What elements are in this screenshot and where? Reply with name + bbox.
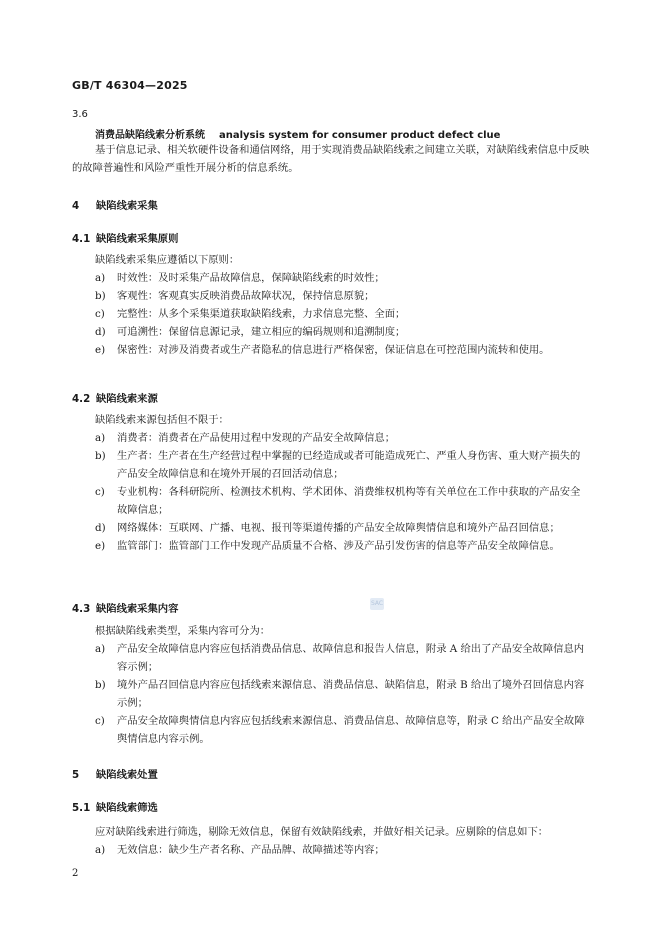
list-marker: a): [95, 844, 106, 856]
list-marker: b): [95, 450, 106, 462]
section-5-1-heading: [72, 799, 158, 814]
section-number: 4: [72, 200, 80, 212]
section-4-1-heading: [72, 230, 178, 245]
list-marker: a): [95, 272, 106, 284]
section-4-1-list: [95, 269, 590, 359]
list-item: [95, 323, 590, 341]
standard-number: GB/T 46304—2025: [72, 79, 188, 92]
list-item: [95, 676, 590, 712]
section-title: 缺陷线索采集内容: [96, 603, 179, 615]
section-number: 5: [72, 769, 80, 781]
section-5-heading: [72, 766, 158, 781]
list-item-text: 专业机构：各科研院所、检测技术机构、学术团体、消费维权机构等有关单位在工作中获取的产品安全故障信息；: [117, 486, 581, 516]
list-marker: e): [95, 540, 106, 552]
section-number: 5.1: [72, 802, 91, 814]
list-marker: a): [95, 643, 106, 655]
list-item: [95, 429, 590, 447]
section-4-2-intro: 缺陷线索来源包括但不限于：: [95, 414, 229, 426]
list-item-text: 消费者：消费者在产品使用过程中发现的产品安全故障信息；: [117, 432, 396, 444]
section-title: 缺陷线索筛选: [96, 802, 158, 814]
section-4-3-heading: [72, 600, 178, 615]
list-marker: e): [95, 344, 106, 356]
section-title: 缺陷线索采集: [96, 200, 158, 212]
section-4-heading: [72, 197, 158, 212]
section-number: 4.2: [72, 393, 91, 405]
list-marker: b): [95, 290, 106, 302]
list-item-text: 可追溯性：保留信息源记录，建立相应的编码规则和追溯制度；: [117, 326, 406, 338]
list-item-text: 网络媒体：互联网、广播、电视、报刊等渠道传播的产品安全故障舆情信息和境外产品召回信息；: [117, 522, 560, 534]
list-item: [95, 269, 590, 287]
list-marker: c): [95, 308, 105, 320]
section-number: 4.1: [72, 233, 91, 245]
section-number: 4.3: [72, 603, 91, 615]
list-item: [95, 640, 590, 676]
term-title-en: analysis system for consumer product defect clue: [219, 130, 501, 141]
list-item: [95, 305, 590, 323]
section-title: 缺陷线索处置: [96, 769, 158, 781]
section-5-1-intro: 应对缺陷线索进行筛选，剔除无效信息，保留有效缺陷线索，并做好相关记录。应剔除的信息如下：: [95, 826, 549, 838]
list-item: [95, 712, 590, 748]
list-item-text: 境外产品召回信息内容应包括线索来源信息、消费品信息、缺陷信息，附录 B 给出了境外召回信息内容示例；: [117, 679, 585, 709]
section-4-3-intro: 根据缺陷线索类型，采集内容可分为：: [95, 625, 271, 637]
list-item: [95, 483, 590, 519]
term-title: [95, 126, 500, 141]
list-item: [95, 447, 590, 483]
list-item: [95, 519, 590, 537]
page-number: 2: [72, 868, 79, 879]
list-item-text: 监管部门：监管部门工作中发现产品质量不合格、涉及产品引发伤害的信息等产品安全故障信息。: [117, 540, 560, 552]
list-item: [95, 537, 590, 555]
list-marker: c): [95, 715, 105, 727]
list-item-text: 生产者：生产者在生产经营过程中掌握的已经造成或者可能造成死亡、严重人身伤害、重大财产损失的产品安全故障信息和在境外开展的召回活动信息；: [117, 450, 581, 480]
section-5-1-list: [95, 841, 590, 859]
list-item-text: 时效性：及时采集产品故障信息，保障缺陷线索的时效性；: [117, 272, 385, 284]
list-item: [95, 287, 590, 305]
list-marker: a): [95, 432, 106, 444]
list-item-text: 客观性：客观真实反映消费品故障状况，保持信息原貌；: [117, 290, 375, 302]
section-title: 缺陷线索采集原则: [96, 233, 179, 245]
list-item-text: 产品安全故障信息内容应包括消费品信息、故障信息和报告人信息，附录 A 给出了产品安全故障信息内容示例；: [117, 643, 585, 673]
list-item-text: 完整性：从多个采集渠道获取缺陷线索，力求信息完整、全面；: [117, 308, 406, 320]
term-title-zh: 消费品缺陷线索分析系统: [95, 130, 205, 141]
list-item-text: 产品安全故障舆情信息内容应包括线索来源信息、消费品信息、故障信息等，附录 C 给出产品安全故障舆情信息内容示例。: [117, 715, 585, 745]
list-item-text: 无效信息：缺少生产者名称、产品品牌、故障描述等内容；: [117, 844, 385, 856]
list-item: [95, 841, 590, 859]
list-marker: d): [95, 326, 106, 338]
list-item: [95, 341, 590, 359]
section-title: 缺陷线索来源: [96, 393, 158, 405]
watermark-logo: SAC: [370, 598, 384, 610]
list-item-text: 保密性：对涉及消费者或生产者隐私的信息进行严格保密，保证信息在可控范围内流转和使用。: [117, 344, 550, 356]
list-marker: b): [95, 679, 106, 691]
section-4-2-list: [95, 429, 590, 555]
list-marker: d): [95, 522, 106, 534]
section-4-3-list: [95, 640, 590, 748]
term-number: 3.6: [72, 109, 88, 120]
term-definition: 基于信息记录、相关软硬件设备和通信网络，用于实现消费品缺陷线索之间建立关联，对缺陷线索信息中反映的故障普遍性和风险严重性开展分析的信息系统。: [72, 144, 590, 174]
section-4-1-intro: 缺陷线索采集应遵循以下原则：: [95, 254, 240, 266]
section-4-2-heading: [72, 390, 158, 405]
list-marker: c): [95, 486, 105, 498]
